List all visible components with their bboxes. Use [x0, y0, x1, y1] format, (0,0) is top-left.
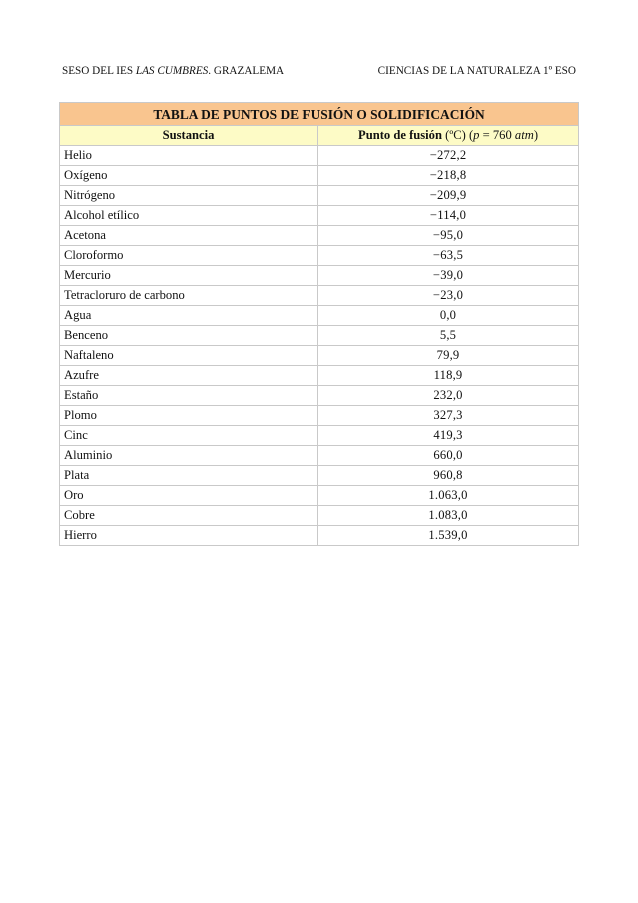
column-header-substance: Sustancia — [60, 126, 318, 146]
column-header-pressure-value: = 760 — [479, 128, 515, 142]
substance-cell: Plata — [60, 466, 318, 486]
substance-cell: Azufre — [60, 366, 318, 386]
column-header-pressure-symbol: p — [473, 128, 480, 142]
melting-point-cell: 419,3 — [318, 426, 579, 446]
melting-point-cell: −63,5 — [318, 246, 579, 266]
melting-point-cell: 660,0 — [318, 446, 579, 466]
table-row — [60, 386, 579, 406]
melting-point-cell: −209,9 — [318, 186, 579, 206]
header-course: CIENCIAS DE LA NATURALEZA 1º ESO — [377, 65, 576, 77]
substance-cell: Cloroformo — [60, 246, 318, 266]
column-header-melting-point — [318, 126, 579, 146]
table-row — [60, 246, 579, 266]
substance-cell: Acetona — [60, 226, 318, 246]
table-row — [60, 206, 579, 226]
table-row — [60, 346, 579, 366]
melting-point-cell: −39,0 — [318, 266, 579, 286]
melting-point-table — [59, 102, 579, 546]
melting-point-cell: 1.083,0 — [318, 506, 579, 526]
substance-cell: Aluminio — [60, 446, 318, 466]
substance-cell: Oxígeno — [60, 166, 318, 186]
substance-cell: Cobre — [60, 506, 318, 526]
table-row — [60, 286, 579, 306]
table-row — [60, 526, 579, 546]
substance-cell: Mercurio — [60, 266, 318, 286]
substance-cell: Oro — [60, 486, 318, 506]
table-row — [60, 146, 579, 166]
header-school-prefix: SESO DEL IES — [62, 65, 136, 77]
table-row — [60, 486, 579, 506]
table-row — [60, 306, 579, 326]
melting-point-table-container — [59, 102, 578, 546]
column-header-unit: (ºC) ( — [441, 128, 474, 142]
column-header-melting-point-label: Punto de fusión — [358, 128, 442, 142]
melting-point-cell: 1.063,0 — [318, 486, 579, 506]
substance-cell: Naftaleno — [60, 346, 318, 366]
substance-cell: Helio — [60, 146, 318, 166]
melting-point-cell: −114,0 — [318, 206, 579, 226]
page-header — [62, 63, 576, 79]
column-header-close: ) — [533, 128, 539, 142]
table-header-row — [60, 126, 579, 146]
melting-point-cell: 327,3 — [318, 406, 579, 426]
substance-cell: Estaño — [60, 386, 318, 406]
table-row — [60, 366, 579, 386]
melting-point-cell: 79,9 — [318, 346, 579, 366]
table-row — [60, 446, 579, 466]
table-body — [60, 146, 579, 546]
header-school-suffix: . GRAZALEMA — [208, 65, 285, 77]
melting-point-cell: 0,0 — [318, 306, 579, 326]
melting-point-cell: −23,0 — [318, 286, 579, 306]
melting-point-cell: 5,5 — [318, 326, 579, 346]
table-row — [60, 326, 579, 346]
table-row — [60, 506, 579, 526]
table-row — [60, 266, 579, 286]
header-school — [62, 63, 284, 79]
table-row — [60, 226, 579, 246]
substance-cell: Plomo — [60, 406, 318, 426]
substance-cell: Nitrógeno — [60, 186, 318, 206]
table-row — [60, 466, 579, 486]
substance-cell: Hierro — [60, 526, 318, 546]
melting-point-cell: −95,0 — [318, 226, 579, 246]
table-title-row — [60, 103, 579, 126]
substance-cell: Agua — [60, 306, 318, 326]
substance-cell: Benceno — [60, 326, 318, 346]
melting-point-cell: 118,9 — [318, 366, 579, 386]
table-row — [60, 186, 579, 206]
melting-point-cell: −218,8 — [318, 166, 579, 186]
melting-point-cell: 232,0 — [318, 386, 579, 406]
melting-point-cell: 960,8 — [318, 466, 579, 486]
melting-point-cell: −272,2 — [318, 146, 579, 166]
table-row — [60, 426, 579, 446]
table-title: TABLA DE PUNTOS DE FUSIÓN O SOLIDIFICACIÓN — [60, 103, 579, 126]
table-row — [60, 406, 579, 426]
substance-cell: Alcohol etílico — [60, 206, 318, 226]
column-header-pressure-unit: atm — [514, 128, 534, 142]
table-row — [60, 166, 579, 186]
substance-cell: Cinc — [60, 426, 318, 446]
header-school-name: LAS CUMBRES — [135, 65, 209, 77]
melting-point-cell: 1.539,0 — [318, 526, 579, 546]
substance-cell: Tetracloruro de carbono — [60, 286, 318, 306]
